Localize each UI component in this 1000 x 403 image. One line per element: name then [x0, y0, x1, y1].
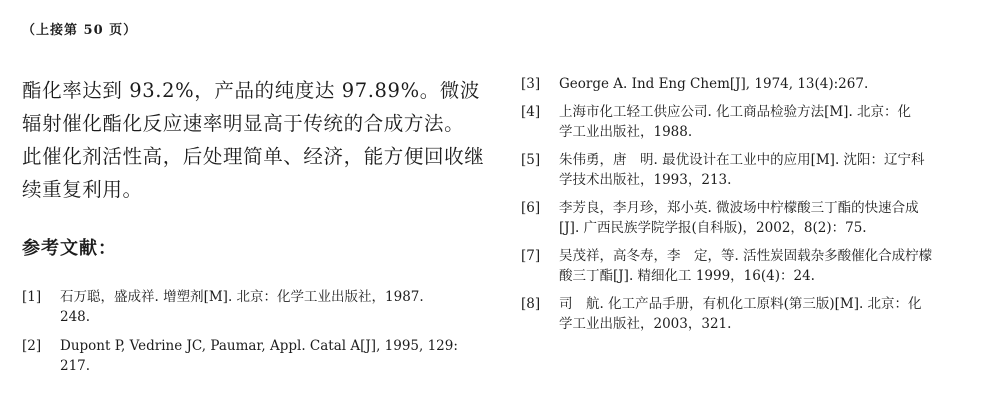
reference-line: 217. [60, 358, 91, 374]
reference-line: George A. Ind Eng Chem[J], 1974, 13(4):267. [559, 76, 869, 92]
reference-item [521, 198, 981, 238]
reference-number: [5] [521, 152, 541, 168]
reference-number: [7] [521, 248, 541, 264]
reference-item [521, 246, 981, 286]
reference-item [521, 150, 981, 190]
reference-text [559, 198, 981, 238]
reference-text [559, 74, 981, 94]
reference-line: 248. [60, 309, 91, 325]
reference-text [559, 246, 981, 286]
reference-line: [J]. 广西民族学院学报(自科版)，2002，8(2)：75. [559, 220, 867, 236]
continued-from-note: （上接第 50 页） [22, 23, 138, 38]
reference-line: 李芳良，李月珍，郑小英. 微波场中柠檬酸三丁酯的快速合成 [559, 200, 919, 216]
reference-text [60, 287, 498, 327]
reference-line: 酸三丁酯[J]. 精细化工 1999，16(4)：24. [559, 268, 815, 284]
reference-number: [1] [22, 289, 42, 305]
reference-line: 学技术出版社，1993，213. [559, 172, 732, 188]
reference-list-right [521, 74, 981, 334]
reference-line: 上海市化工轻工供应公司. 化工商品检验方法[M]. 北京：化 [559, 104, 912, 120]
reference-number: [3] [521, 76, 541, 92]
references-heading: 参考文献： [22, 238, 117, 259]
right-column [521, 74, 981, 342]
paragraph-line: 此催化剂活性高，后处理简单、经济，能方便回收继 [22, 145, 485, 168]
reference-line: 朱伟勇，唐 明. 最优设计在工业中的应用[M]. 沈阳：辽宁科 [559, 152, 925, 168]
reference-item [521, 102, 981, 142]
reference-line: 学工业出版社，2003，321. [559, 316, 732, 332]
reference-number: [6] [521, 200, 541, 216]
reference-number: [2] [22, 338, 42, 354]
reference-line: 吴茂祥，高冬寿，李 定，等. 活性炭固载杂多酸催化合成柠檬 [559, 248, 933, 264]
reference-number: [4] [521, 104, 541, 120]
reference-text [60, 336, 498, 376]
reference-item [521, 74, 981, 94]
reference-item [22, 336, 498, 376]
reference-text [559, 102, 981, 142]
reference-item [521, 294, 981, 334]
reference-item [22, 287, 498, 327]
reference-list-left [22, 287, 498, 376]
reference-line: 司 航. 化工产品手册，有机化工原料(第三版)[M]. 北京：化 [559, 296, 922, 312]
paragraph-line: 续重复利用。 [22, 178, 143, 201]
conclusion-paragraph [22, 74, 498, 206]
reference-line: 学工业出版社，1988. [559, 124, 693, 140]
reference-line: Dupont P, Vedrine JC, Paumar, Appl. Catal A[J], 1995, 129: [60, 338, 458, 354]
paragraph-line: 酯化率达到 93.2%，产品的纯度达 97.89%。微波 [22, 79, 480, 102]
reference-text [559, 150, 981, 190]
reference-text [559, 294, 981, 334]
reference-number: [8] [521, 296, 541, 312]
reference-line: 石万聪，盛成祥. 增塑剂[M]. 北京：化学工业出版社，1987. [60, 289, 424, 305]
left-column [22, 74, 498, 385]
paragraph-line: 辐射催化酯化反应速率明显高于传统的合成方法。 [22, 112, 465, 135]
